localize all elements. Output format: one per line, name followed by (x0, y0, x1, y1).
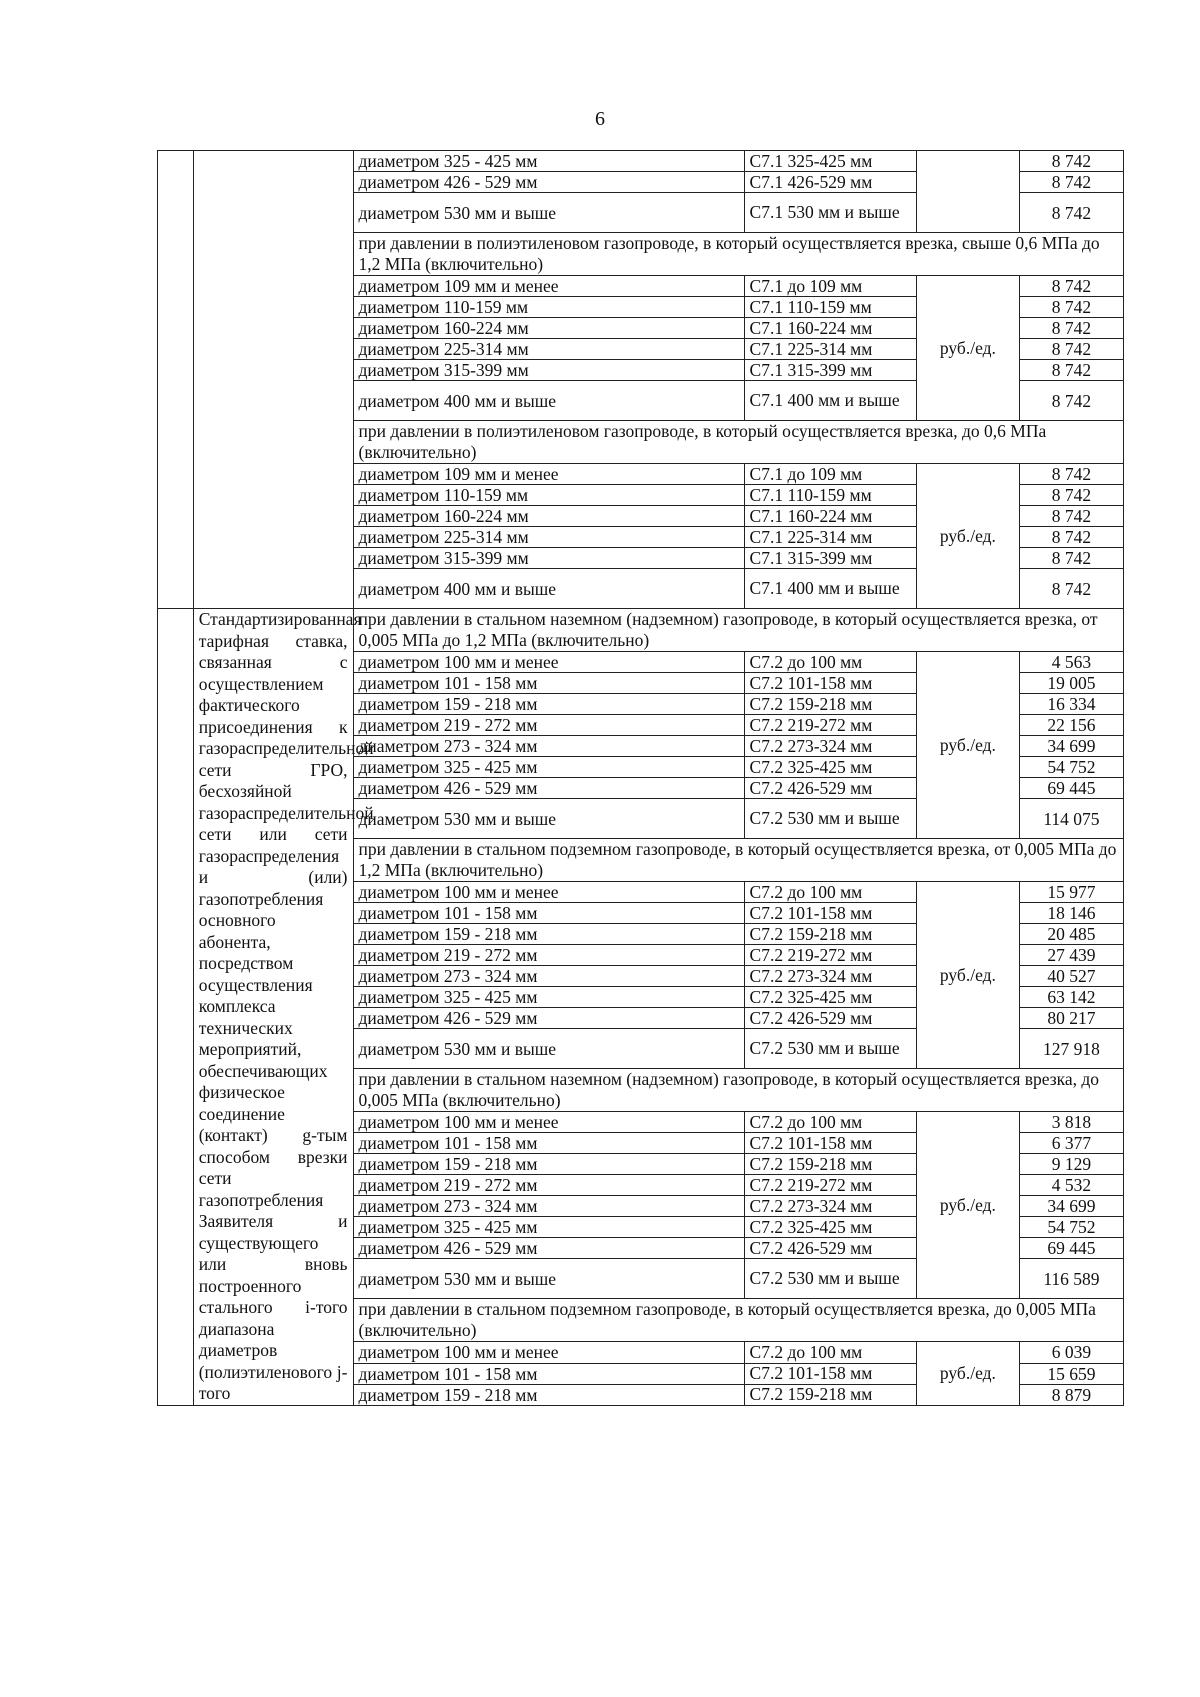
diameter-name: диаметром 159 - 218 мм (353, 694, 744, 715)
tariff-value: 8 742 (1019, 485, 1123, 506)
tariff-code: С7.1 315-399 мм (744, 548, 916, 569)
tariff-value: 18 146 (1019, 903, 1123, 924)
diameter-name: диаметром 159 - 218 мм (353, 1154, 744, 1175)
section-heading: при давлении в полиэтиленовом газопроводе, в который осуществляется врезка, свыше 0,6 МПа до 1,2 МПа (включительно) (353, 233, 1124, 276)
tariff-code: С7.2 426-529 мм (744, 778, 916, 799)
diameter-name: диаметром 315-399 мм (353, 548, 744, 569)
diameter-name: диаметром 219 - 272 мм (353, 1175, 744, 1196)
tariff-value: 8 742 (1019, 548, 1123, 569)
tariff-value: 40 527 (1019, 966, 1123, 987)
diameter-name: диаметром 325 - 425 мм (353, 151, 744, 172)
tariff-value: 8 879 (1019, 1384, 1123, 1405)
tariff-value: 15 659 (1019, 1363, 1123, 1384)
tariff-code: С7.2 219-272 мм (744, 715, 916, 736)
tariff-value: 116 589 (1019, 1259, 1123, 1299)
tariff-code: С7.2 101-158 мм (744, 1133, 916, 1154)
diameter-name: диаметром 273 - 324 мм (353, 966, 744, 987)
tariff-value: 9 129 (1019, 1154, 1123, 1175)
tariff-code: С7.1 225-314 мм (744, 339, 916, 360)
tariff-code: С7.1 400 мм и выше (744, 569, 916, 609)
tariff-code: С7.1 до 109 мм (744, 464, 916, 485)
tariff-code: С7.2 219-272 мм (744, 945, 916, 966)
tariff-code: С7.1 225-314 мм (744, 527, 916, 548)
diameter-name: диаметром 325 - 425 мм (353, 1217, 744, 1238)
diameter-name: диаметром 110-159 мм (353, 485, 744, 506)
diameter-name: диаметром 530 мм и выше (353, 1029, 744, 1069)
tariff-value: 19 005 (1019, 673, 1123, 694)
diameter-name: диаметром 100 мм и менее (353, 1112, 744, 1133)
diameter-name: диаметром 530 мм и выше (353, 1259, 744, 1299)
diameter-name: диаметром 273 - 324 мм (353, 1196, 744, 1217)
tariff-value: 8 742 (1019, 464, 1123, 485)
diameter-name: диаметром 101 - 158 мм (353, 1133, 744, 1154)
diameter-name: диаметром 159 - 218 мм (353, 924, 744, 945)
diameter-name: диаметром 273 - 324 мм (353, 736, 744, 757)
tariff-value: 6 039 (1019, 1342, 1123, 1363)
section-heading: при давлении в стальном подземном газопроводе, в который осуществляется врезка, до 0,005 МПа (включительно) (353, 1299, 1124, 1342)
diameter-name: диаметром 530 мм и выше (353, 799, 744, 839)
tariff-value: 8 742 (1019, 527, 1123, 548)
tariff-code: С7.2 325-425 мм (744, 757, 916, 778)
tariff-value: 69 445 (1019, 1238, 1123, 1259)
tariff-code: С7.2 426-529 мм (744, 1238, 916, 1259)
tariff-value: 8 742 (1019, 381, 1123, 421)
number-cell (158, 151, 194, 609)
tariff-value: 34 699 (1019, 1196, 1123, 1217)
tariff-code: С7.1 530 мм и выше (744, 193, 916, 233)
page-number: 6 (595, 108, 605, 130)
diameter-name: диаметром 109 мм и менее (353, 464, 744, 485)
unit-cell (916, 151, 1019, 233)
diameter-name: диаметром 100 мм и менее (353, 1342, 744, 1363)
number-cell (158, 609, 194, 1406)
table-row (158, 151, 1124, 172)
section-heading: при давлении в стальном наземном (надземном) газопроводе, в который осуществляется врезка, от 0,005 МПа до 1,2 МПа (включительно) (353, 609, 1124, 652)
unit-cell: руб./ед. (916, 1342, 1019, 1405)
tariff-code: С7.2 до 100 мм (744, 1342, 916, 1363)
tariff-code: С7.2 325-425 мм (744, 987, 916, 1008)
diameter-name: диаметром 160-224 мм (353, 506, 744, 527)
tariff-code: С7.1 до 109 мм (744, 276, 916, 297)
diameter-name: диаметром 400 мм и выше (353, 569, 744, 609)
diameter-name: диаметром 109 мм и менее (353, 276, 744, 297)
tariff-code: С7.2 159-218 мм (744, 1384, 916, 1405)
tariff-code: С7.2 101-158 мм (744, 673, 916, 694)
diameter-name: диаметром 225-314 мм (353, 527, 744, 548)
tariff-value: 16 334 (1019, 694, 1123, 715)
section-heading-row (158, 609, 1124, 652)
tariff-value: 8 742 (1019, 151, 1123, 172)
tariff-code: С7.1 110-159 мм (744, 485, 916, 506)
tariff-code: С7.2 530 мм и выше (744, 799, 916, 839)
diameter-name: диаметром 426 - 529 мм (353, 172, 744, 193)
diameter-name: диаметром 315-399 мм (353, 360, 744, 381)
tariff-code: С7.1 400 мм и выше (744, 381, 916, 421)
tariff-value: 22 156 (1019, 715, 1123, 736)
tariff-code: С7.2 426-529 мм (744, 1008, 916, 1029)
tariff-value: 127 918 (1019, 1029, 1123, 1069)
tariff-value: 27 439 (1019, 945, 1123, 966)
tariff-code: С7.2 273-324 мм (744, 1196, 916, 1217)
tariff-code: С7.1 315-399 мм (744, 360, 916, 381)
tariff-value: 8 742 (1019, 318, 1123, 339)
tariff-code: С7.1 110-159 мм (744, 297, 916, 318)
tariff-code: С7.2 530 мм и выше (744, 1259, 916, 1299)
diameter-name: диаметром 219 - 272 мм (353, 945, 744, 966)
tariff-code: С7.2 до 100 мм (744, 1112, 916, 1133)
tariff-code: С7.2 273-324 мм (744, 736, 916, 757)
tariff-description: Стандартизированная тарифная ставка, связанная с осуществлением фактического присоединения к газораспределительной сети ГРО, бесхозяйной газораспределительной сети или сети газораспределения и (или) газопотребления основного абонента, посредством осуществления комплекса технических мероприятий, обеспечивающих физическое соединение (контакт) g-тым способом врезки сети газопотребления Заявителя и существующего или вновь построенного стального i-того диапазона диаметров (полиэтиленового j-того (193, 609, 353, 1406)
tariff-code: С7.2 159-218 мм (744, 1154, 916, 1175)
tariff-value: 4 532 (1019, 1175, 1123, 1196)
tariff-value: 8 742 (1019, 172, 1123, 193)
tariff-code: С7.2 159-218 мм (744, 924, 916, 945)
tariff-code: С7.2 159-218 мм (744, 694, 916, 715)
diameter-name: диаметром 110-159 мм (353, 297, 744, 318)
tariff-code: С7.2 101-158 мм (744, 903, 916, 924)
diameter-name: диаметром 426 - 529 мм (353, 1238, 744, 1259)
section-heading: при давлении в полиэтиленовом газопроводе, в который осуществляется врезка, до 0,6 МПа (включительно) (353, 421, 1124, 464)
tariff-code: С7.1 160-224 мм (744, 318, 916, 339)
tariff-value: 69 445 (1019, 778, 1123, 799)
tariff-value: 8 742 (1019, 506, 1123, 527)
diameter-name: диаметром 426 - 529 мм (353, 1008, 744, 1029)
tariff-value: 114 075 (1019, 799, 1123, 839)
unit-cell: руб./ед. (916, 1112, 1019, 1299)
tariff-code: С7.1 426-529 мм (744, 172, 916, 193)
tariff-code: С7.1 160-224 мм (744, 506, 916, 527)
tariff-code: С7.2 530 мм и выше (744, 1029, 916, 1069)
diameter-name: диаметром 530 мм и выше (353, 193, 744, 233)
diameter-name: диаметром 159 - 218 мм (353, 1384, 744, 1405)
tariff-value: 20 485 (1019, 924, 1123, 945)
tariff-code: С7.2 273-324 мм (744, 966, 916, 987)
diameter-name: диаметром 325 - 425 мм (353, 757, 744, 778)
diameter-name: диаметром 101 - 158 мм (353, 673, 744, 694)
tariff-code: С7.2 219-272 мм (744, 1175, 916, 1196)
diameter-name: диаметром 100 мм и менее (353, 882, 744, 903)
tariff-value: 8 742 (1019, 569, 1123, 609)
unit-cell: руб./ед. (916, 464, 1019, 609)
tariff-table (157, 150, 1124, 1406)
diameter-name: диаметром 225-314 мм (353, 339, 744, 360)
description-cell-empty (193, 151, 353, 609)
tariff-code: С7.2 до 100 мм (744, 652, 916, 673)
tariff-value: 3 818 (1019, 1112, 1123, 1133)
diameter-name: диаметром 101 - 158 мм (353, 1363, 744, 1384)
tariff-value: 8 742 (1019, 193, 1123, 233)
diameter-name: диаметром 160-224 мм (353, 318, 744, 339)
diameter-name: диаметром 100 мм и менее (353, 652, 744, 673)
tariff-value: 15 977 (1019, 882, 1123, 903)
tariff-value: 8 742 (1019, 360, 1123, 381)
tariff-value: 54 752 (1019, 1217, 1123, 1238)
tariff-code: С7.2 101-158 мм (744, 1363, 916, 1384)
tariff-value: 8 742 (1019, 339, 1123, 360)
tariff-value: 80 217 (1019, 1008, 1123, 1029)
diameter-name: диаметром 426 - 529 мм (353, 778, 744, 799)
tariff-value: 4 563 (1019, 652, 1123, 673)
unit-cell: руб./ед. (916, 652, 1019, 839)
section-heading: при давлении в стальном наземном (надземном) газопроводе, в который осуществляется врезка, до 0,005 МПа (включительно) (353, 1069, 1124, 1112)
tariff-value: 6 377 (1019, 1133, 1123, 1154)
diameter-name: диаметром 400 мм и выше (353, 381, 744, 421)
diameter-name: диаметром 219 - 272 мм (353, 715, 744, 736)
tariff-value: 63 142 (1019, 987, 1123, 1008)
diameter-name: диаметром 325 - 425 мм (353, 987, 744, 1008)
unit-cell: руб./ед. (916, 276, 1019, 421)
tariff-value: 8 742 (1019, 297, 1123, 318)
tariff-value: 54 752 (1019, 757, 1123, 778)
diameter-name: диаметром 101 - 158 мм (353, 903, 744, 924)
tariff-value: 8 742 (1019, 276, 1123, 297)
section-heading: при давлении в стальном подземном газопроводе, в который осуществляется врезка, от 0,005 МПа до 1,2 МПа (включительно) (353, 839, 1124, 882)
tariff-code: С7.1 325-425 мм (744, 151, 916, 172)
tariff-value: 34 699 (1019, 736, 1123, 757)
tariff-code: С7.2 до 100 мм (744, 882, 916, 903)
unit-cell: руб./ед. (916, 882, 1019, 1069)
tariff-code: С7.2 325-425 мм (744, 1217, 916, 1238)
